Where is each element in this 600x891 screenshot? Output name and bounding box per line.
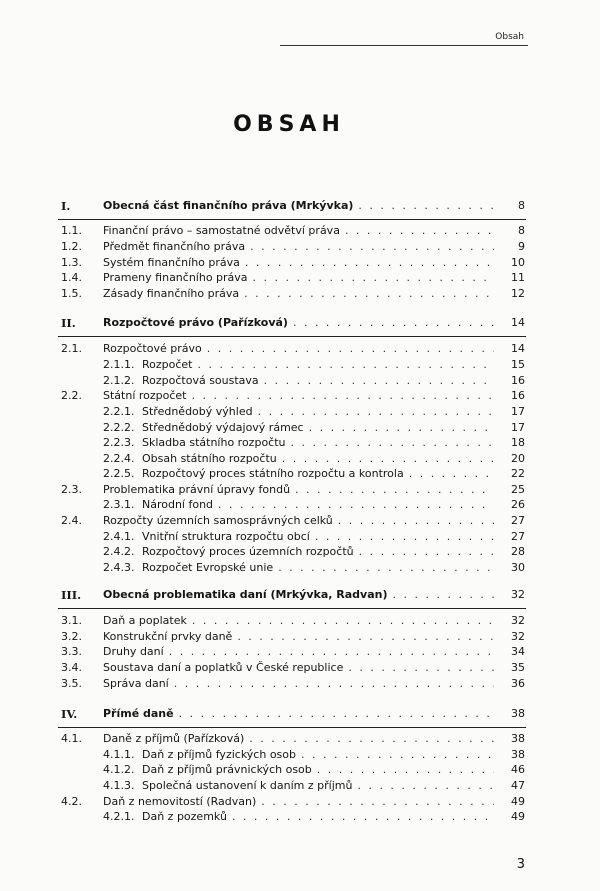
page-ref: 27 <box>511 530 525 543</box>
page-ref: 10 <box>511 256 525 269</box>
entry-title: Vnitřní struktura rozpočtu obcí <box>142 530 310 543</box>
entry-title: Daň z příjmů fyzických osob <box>142 748 296 761</box>
page-ref: 47 <box>511 779 525 792</box>
entry-title: Skladba státního rozpočtu <box>142 436 286 449</box>
page-ref: 17 <box>511 405 525 418</box>
subentry-number: 4.1.1. <box>103 748 135 761</box>
entry-number: 1.3. <box>61 256 82 269</box>
dot-leader <box>309 420 494 436</box>
dot-leader <box>358 198 494 214</box>
toc-chapter[interactable] <box>0 706 600 722</box>
dot-leader <box>258 404 494 420</box>
dot-leader <box>207 341 494 357</box>
entry-number: 3.2. <box>61 630 82 643</box>
subentry-number: 2.2.2. <box>103 421 135 434</box>
toc-entry[interactable] <box>0 731 600 747</box>
dot-leader <box>245 255 494 271</box>
toc-entry[interactable] <box>0 482 600 498</box>
dot-leader <box>301 747 494 763</box>
toc-subentry[interactable] <box>0 373 600 389</box>
toc-entry[interactable] <box>0 286 600 302</box>
subentry-number: 2.1.2. <box>103 374 135 387</box>
dot-leader <box>357 778 494 794</box>
toc-entry[interactable] <box>0 255 600 271</box>
toc-entry[interactable] <box>0 613 600 629</box>
dot-leader <box>291 435 494 451</box>
entry-title: Správa daní <box>103 677 169 690</box>
subentry-number: 2.4.2. <box>103 545 135 558</box>
entry-title: Problematika právní úpravy fondů <box>103 483 291 496</box>
entry-number: 2.1. <box>61 342 82 355</box>
page-ref: 9 <box>518 240 525 253</box>
chapter-title: Přímé daně <box>103 707 174 720</box>
chapter-number: I. <box>61 199 71 213</box>
toc-entry[interactable] <box>0 223 600 239</box>
entry-title: Rozpočtový proces územních rozpočtů <box>142 545 354 558</box>
page-ref: 32 <box>511 588 525 601</box>
dot-leader <box>218 497 494 513</box>
dot-leader <box>261 794 494 810</box>
entry-title: Rozpočet <box>142 358 193 371</box>
toc-subentry[interactable] <box>0 778 600 794</box>
page-ref: 38 <box>511 748 525 761</box>
entry-title: Daně z příjmů (Pařízková) <box>103 732 245 745</box>
entry-number: 2.2. <box>61 389 82 402</box>
toc-chapter[interactable] <box>0 198 600 214</box>
entry-number: 4.1. <box>61 732 82 745</box>
dot-leader <box>338 513 494 529</box>
subentry-number: 4.1.2. <box>103 763 135 776</box>
page-ref: 34 <box>511 645 525 658</box>
entry-title: Daň z příjmů právnických osob <box>142 763 312 776</box>
toc-entry[interactable] <box>0 270 600 286</box>
page-ref: 36 <box>511 677 525 690</box>
subentry-number: 2.4.1. <box>103 530 135 543</box>
toc-chapter[interactable] <box>0 315 600 331</box>
entry-title: Rozpočtový proces státního rozpočtu a kontrola <box>142 467 404 480</box>
entry-number: 1.2. <box>61 240 82 253</box>
toc-subentry[interactable] <box>0 497 600 513</box>
page-ref: 18 <box>511 436 525 449</box>
page-ref: 12 <box>511 287 525 300</box>
running-title: Obsah <box>495 32 524 42</box>
chapter-number: IV. <box>61 707 78 721</box>
page-ref: 32 <box>511 614 525 627</box>
page-ref: 28 <box>511 545 525 558</box>
chapter-number: III. <box>61 588 82 602</box>
page-ref: 8 <box>518 199 525 212</box>
dot-leader <box>192 388 495 404</box>
chapter-title: Obecná problematika daní (Mrkývka, Radvan) <box>103 588 388 601</box>
entry-title: Rozpočtová soustava <box>142 374 259 387</box>
entry-title: Soustava daní a poplatků v České republice <box>103 661 344 674</box>
chapter-title: Obecná část finančního práva (Mrkývka) <box>103 199 354 212</box>
toc-subentry[interactable] <box>0 762 600 778</box>
page-ref: 25 <box>511 483 525 496</box>
toc-subentry[interactable] <box>0 809 600 825</box>
entry-title: Rozpočty územních samosprávných celků <box>103 514 333 527</box>
toc-subentry[interactable] <box>0 357 600 373</box>
dot-leader <box>345 223 494 239</box>
section-divider <box>58 608 526 609</box>
entry-number: 2.4. <box>61 514 82 527</box>
section-divider <box>58 336 526 337</box>
toc-entry[interactable] <box>0 239 600 255</box>
page-ref: 35 <box>511 661 525 674</box>
toc-entry[interactable] <box>0 341 600 357</box>
page-ref: 38 <box>511 707 525 720</box>
page-ref: 38 <box>511 732 525 745</box>
dot-leader <box>282 451 494 467</box>
entry-title: Druhy daní <box>103 645 164 658</box>
subentry-number: 2.1.1. <box>103 358 135 371</box>
subentry-number: 2.2.1. <box>103 405 135 418</box>
entry-title: Daň a poplatek <box>103 614 187 627</box>
page-ref: 16 <box>511 374 525 387</box>
dot-leader <box>237 629 494 645</box>
page-title: OBSAH <box>233 112 345 137</box>
page-ref: 46 <box>511 763 525 776</box>
entry-title: Finanční právo – samostatné odvětví práva <box>103 224 340 237</box>
subentry-number: 2.3.1. <box>103 498 135 511</box>
dot-leader <box>392 587 494 603</box>
page-ref: 22 <box>511 467 525 480</box>
dot-leader <box>348 660 494 676</box>
entry-number: 3.1. <box>61 614 82 627</box>
dot-leader <box>359 544 494 560</box>
page-ref: 27 <box>511 514 525 527</box>
page-number: 3 <box>516 857 525 872</box>
dot-leader <box>315 529 494 545</box>
dot-leader <box>409 466 494 482</box>
dot-leader <box>278 560 494 576</box>
toc-subentry[interactable] <box>0 747 600 763</box>
page-ref: 14 <box>511 316 525 329</box>
entry-title: Střednědobý výdajový rámec <box>142 421 304 434</box>
page-ref: 8 <box>518 224 525 237</box>
toc-subentry[interactable] <box>0 451 600 467</box>
page-ref: 49 <box>511 795 525 808</box>
entry-title: Daň z nemovitostí (Radvan) <box>103 795 257 808</box>
page-ref: 16 <box>511 389 525 402</box>
entry-title: Obsah státního rozpočtu <box>142 452 277 465</box>
subentry-number: 2.4.3. <box>103 561 135 574</box>
toc-subentry[interactable] <box>0 560 600 576</box>
dot-leader <box>169 644 494 660</box>
entry-title: Rozpočet Evropské unie <box>142 561 274 574</box>
entry-title: Daň z pozemků <box>142 810 227 823</box>
entry-title: Konstrukční prvky daně <box>103 630 233 643</box>
section-divider <box>58 727 526 728</box>
page-ref: 26 <box>511 498 525 511</box>
toc-entry[interactable] <box>0 660 600 676</box>
entry-title: Předmět finančního práva <box>103 240 246 253</box>
chapter-number: II. <box>61 316 76 330</box>
entry-title: Zásady finančního práva <box>103 287 240 300</box>
toc-entry[interactable] <box>0 388 600 404</box>
dot-leader <box>244 286 494 302</box>
entry-number: 1.5. <box>61 287 82 300</box>
entry-title: Státní rozpočet <box>103 389 187 402</box>
page-ref: 17 <box>511 421 525 434</box>
toc-entry[interactable] <box>0 676 600 692</box>
toc-subentry[interactable] <box>0 466 600 482</box>
dot-leader <box>249 731 494 747</box>
entry-title: Národní fond <box>142 498 214 511</box>
page-ref: 11 <box>511 271 525 284</box>
entry-title: Společná ustanovení k daním z příjmů <box>142 779 353 792</box>
toc-entry[interactable] <box>0 794 600 810</box>
dot-leader <box>253 270 494 286</box>
subentry-number: 4.2.1. <box>103 810 135 823</box>
entry-title: Střednědobý výhled <box>142 405 253 418</box>
toc-subentry[interactable] <box>0 529 600 545</box>
dot-leader <box>295 482 494 498</box>
page-ref: 20 <box>511 452 525 465</box>
entry-number: 3.3. <box>61 645 82 658</box>
toc-entry[interactable] <box>0 644 600 660</box>
entry-title: Prameny finančního práva <box>103 271 248 284</box>
dot-leader <box>198 357 495 373</box>
entry-title: Rozpočtové právo <box>103 342 202 355</box>
dot-leader <box>317 762 494 778</box>
dot-leader <box>179 706 494 722</box>
toc-entry[interactable] <box>0 513 600 529</box>
toc-entry[interactable] <box>0 629 600 645</box>
entry-number: 2.3. <box>61 483 82 496</box>
toc-subentry[interactable] <box>0 435 600 451</box>
dot-leader <box>264 373 494 389</box>
page-ref: 30 <box>511 561 525 574</box>
toc-subentry[interactable] <box>0 404 600 420</box>
subentry-number: 4.1.3. <box>103 779 135 792</box>
page-ref: 32 <box>511 630 525 643</box>
chapter-title: Rozpočtové právo (Pařízková) <box>103 316 288 329</box>
header-rule <box>280 45 528 46</box>
subentry-number: 2.2.5. <box>103 467 135 480</box>
toc-chapter[interactable] <box>0 587 600 603</box>
entry-number: 1.1. <box>61 224 82 237</box>
dot-leader <box>232 809 494 825</box>
subentry-number: 2.2.3. <box>103 436 135 449</box>
entry-number: 1.4. <box>61 271 82 284</box>
toc-subentry[interactable] <box>0 420 600 436</box>
entry-title: Systém finančního práva <box>103 256 240 269</box>
page-ref: 15 <box>511 358 525 371</box>
toc-subentry[interactable] <box>0 544 600 560</box>
dot-leader <box>293 315 494 331</box>
entry-number: 3.5. <box>61 677 82 690</box>
page-ref: 49 <box>511 810 525 823</box>
page-ref: 14 <box>511 342 525 355</box>
subentry-number: 2.2.4. <box>103 452 135 465</box>
entry-number: 3.4. <box>61 661 82 674</box>
dot-leader <box>192 613 494 629</box>
dot-leader <box>250 239 494 255</box>
entry-number: 4.2. <box>61 795 82 808</box>
section-divider <box>58 219 526 220</box>
dot-leader <box>174 676 494 692</box>
